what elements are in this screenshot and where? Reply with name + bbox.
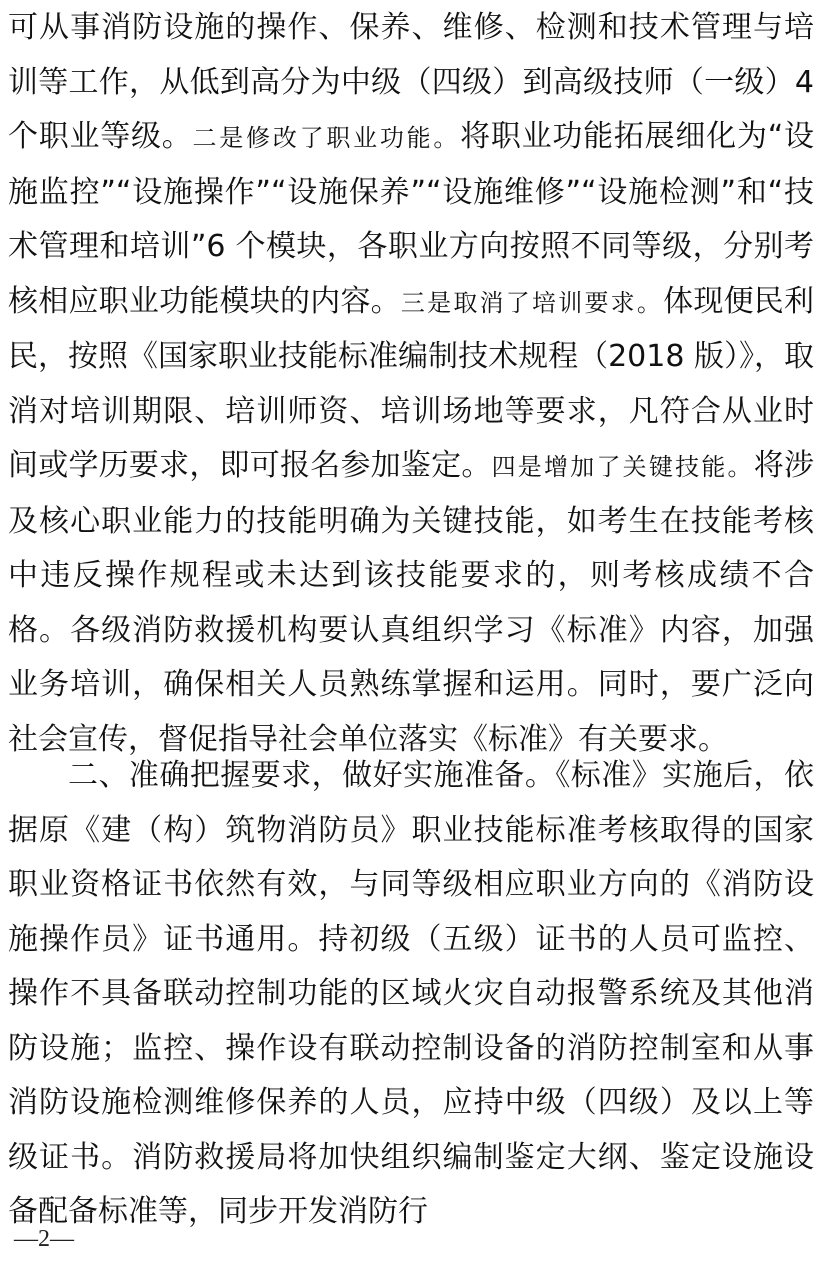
paragraph-1 <box>8 1 814 767</box>
text-run: 将职业功能拓展细化为“设施监控”“设施操作”“设施保养”“设施维修”“设施检测”和“技术管理和培训”6 个模块，各职业方向按照不同等级，分别考核相应职业功能模块的内容。 <box>8 119 814 319</box>
text-run: 二、准确把握要求，做好实施准备。《标准》实施后，依据原《建（构）筑物消防员》职业技能标准考核取得的国家职业资格证书依然有效，与同等级相应职业方向的《消防设施操作员》证书通用。持初级（五级）证书的人员可监控、操作不具备联动控制功能的区域火灾自动报警系统及其他消防设施；监控、操作设有联动控制设备的消防控制室和从事消防设施检测维修保养的人员，应持中级（四级）及以上等级证书。消防救援局将加快组织编制鉴定大纲、鉴定设施设备配备标准等，同步开发消防行 <box>8 758 814 1229</box>
text-run: 将涉及核心职业能力的技能明确为关键技能，如考生在技能考核中违反操作规程或未达到该技能要求的，则考核成绩不合格。各级消防救援机构要认真组织学习《标准》内容，加强业务培训，确保相关人员熟练掌握和运用。同时，要广泛向社会宣传，督促指导社会单位落实《标准》有关要求。 <box>8 448 815 757</box>
page-number: —2— <box>14 1226 74 1252</box>
text-run: 可从事消防设施的操作、保养、维修、检测和技术管理与培训等工作，从低到高分为中级（四级）到高级技师（一级）4 个职业等级。 <box>8 10 814 154</box>
emphasis-heading-four: 四是增加了关键技能。 <box>491 453 754 481</box>
emphasis-heading-three: 三是取消了培训要求。 <box>400 288 664 317</box>
text-run: 体现便民利民，按照《国家职业技能标准编制技术规程（2018 版）》，取消对培训期限、培训师资、培训场地等要求，凡符合从业时间或学历要求，即可报名参加鉴定。 <box>8 283 815 483</box>
paragraph-2 <box>8 749 814 1240</box>
emphasis-heading-two: 二是修改了职业功能。 <box>192 124 461 152</box>
